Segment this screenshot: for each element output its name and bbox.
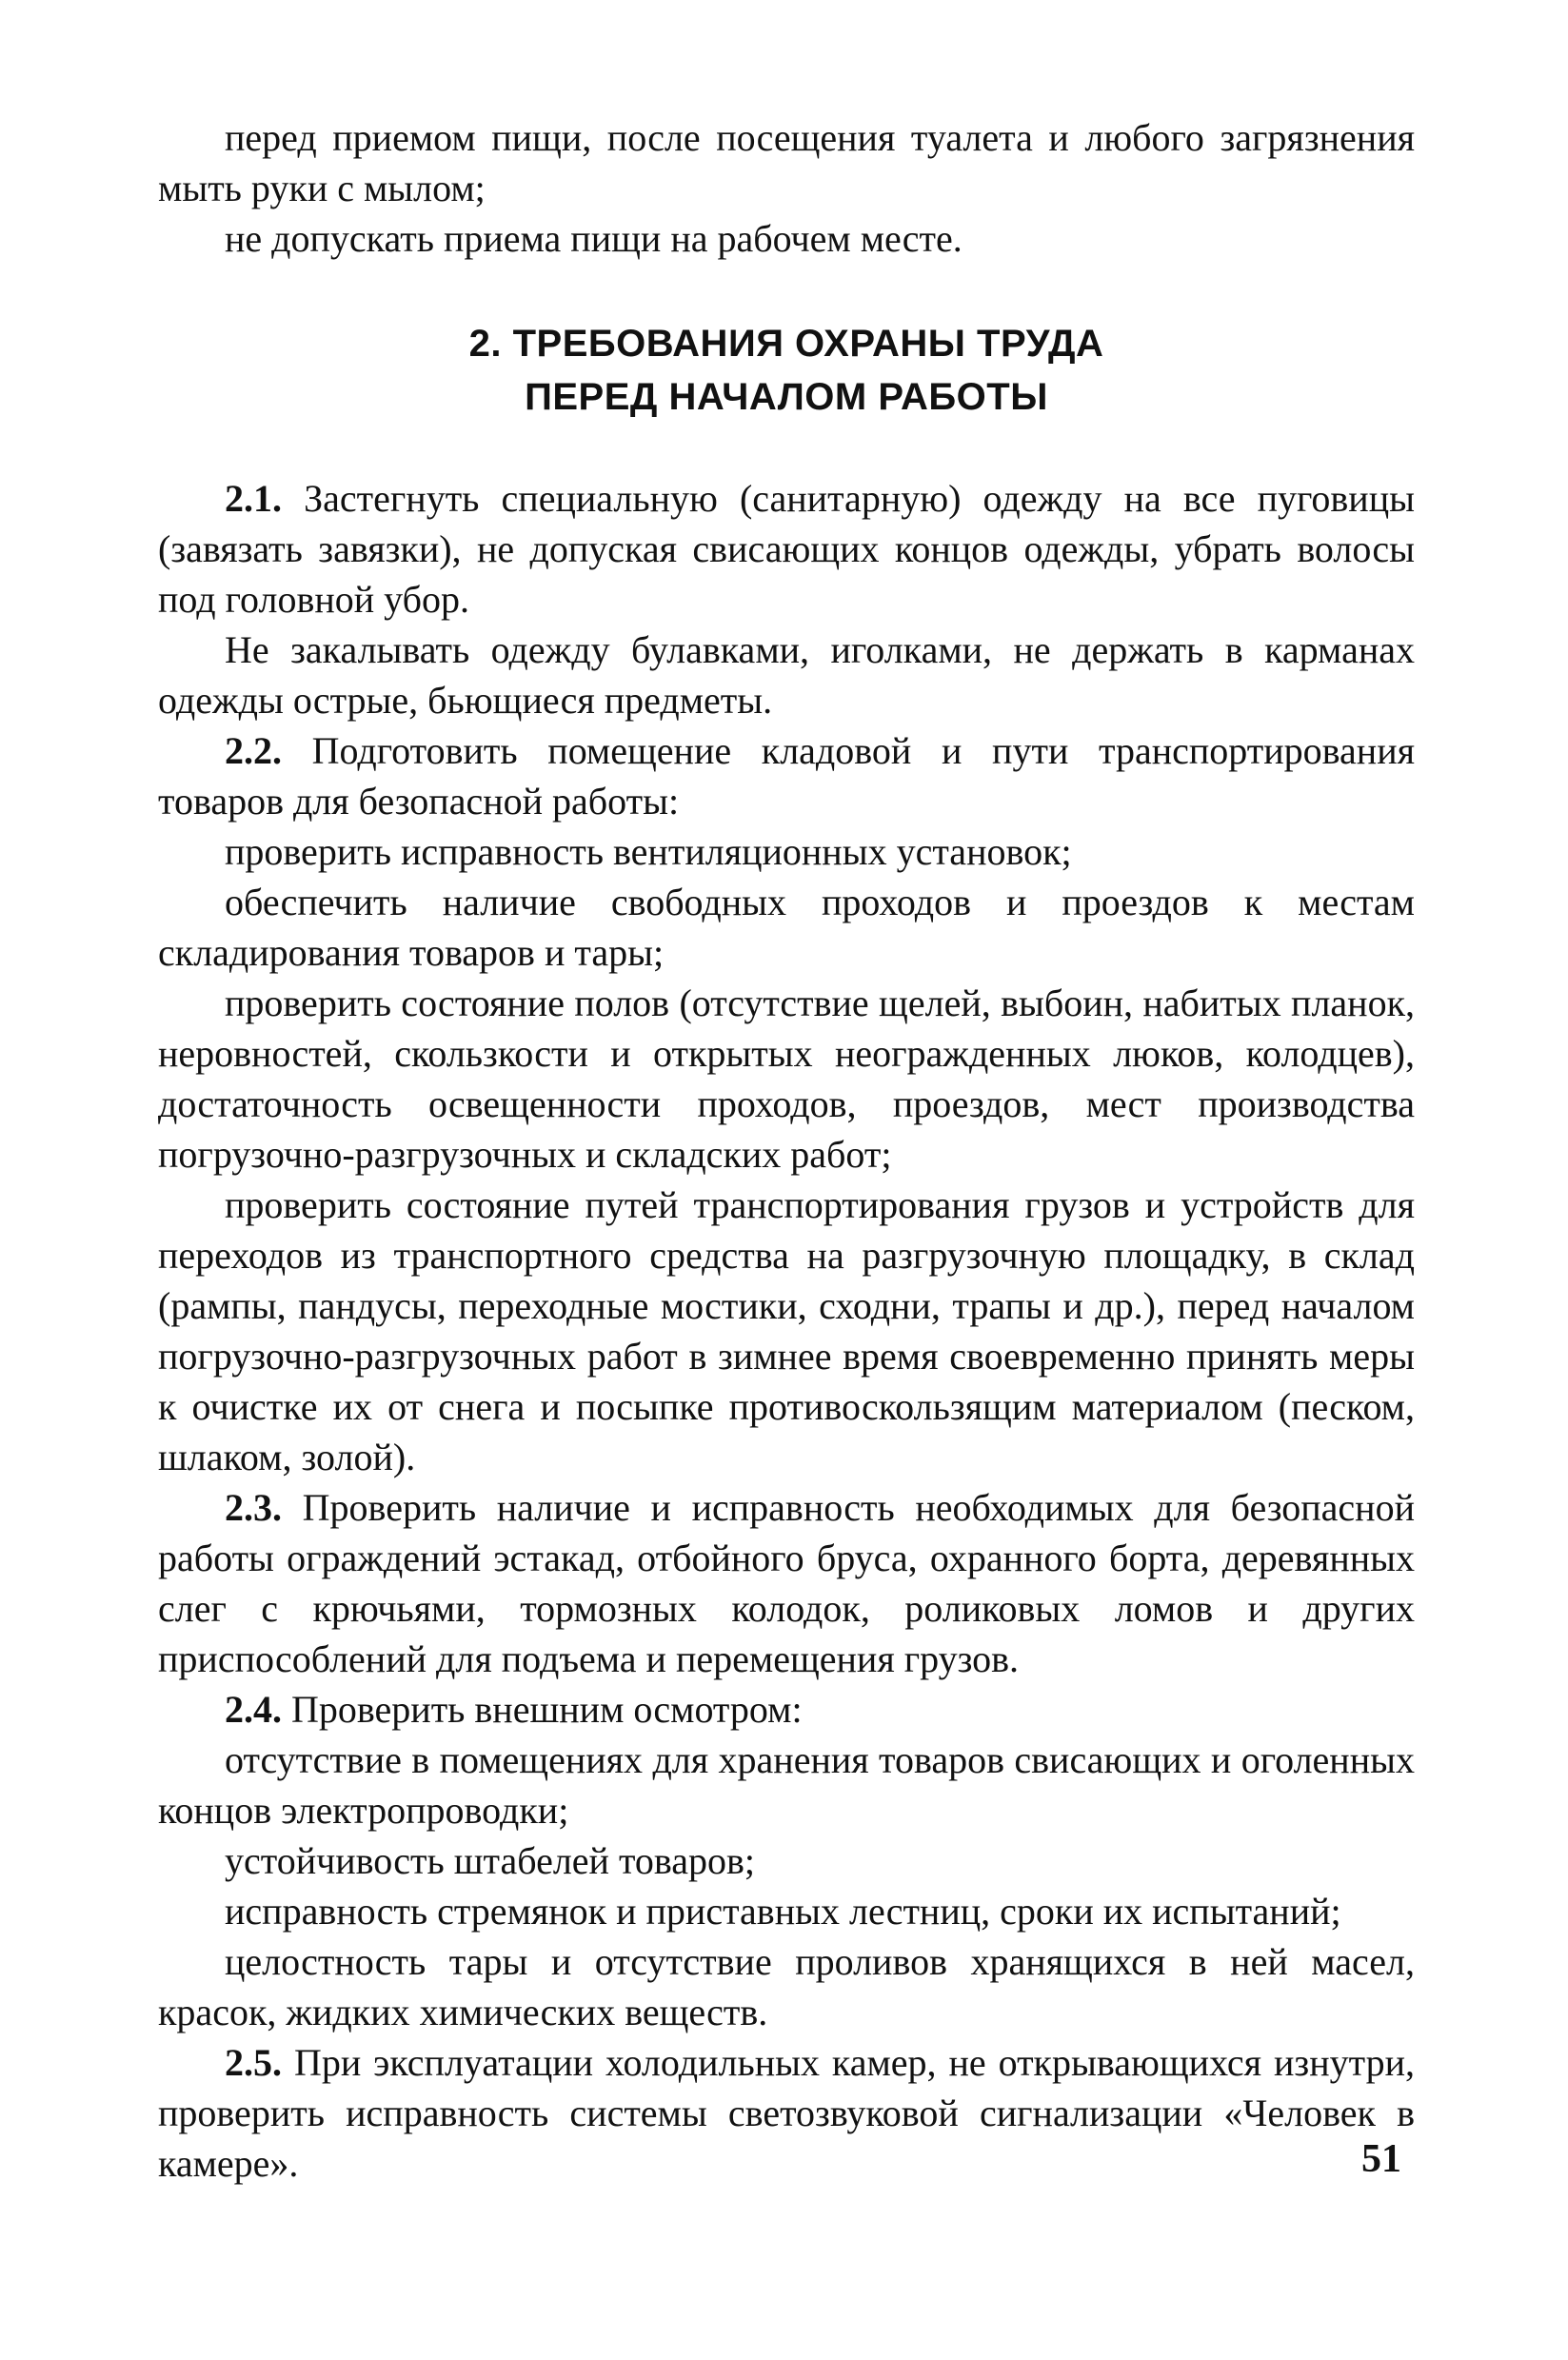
section-heading-line-2: ПЕРЕД НАЧАЛОМ РАБОТЫ [525, 376, 1048, 418]
clause-text: При эксплуатации холодильных камер, не открывающихся изнутри, проверить исправность системы светозвуковой сигнализации «Человек в камере». [158, 2041, 1415, 2185]
clause-number: 2.3. [225, 1486, 282, 1529]
clause-text: Подготовить помещение кладовой и пути транспортирования товаров для безопасной работы: [158, 729, 1415, 823]
section-heading [158, 317, 1415, 424]
section-heading-line-1: 2. ТРЕБОВАНИЯ ОХРАНЫ ТРУДА [468, 323, 1104, 365]
clause-text: Проверить наличие и исправность необходимых для безопасной работы ограждений эстакад, отбойного бруса, охранного борта, деревянных слег с крючьями, тормозных колодок, роликовых ломов и других приспособлений для подъема и перемещения грузов. [158, 1486, 1415, 1680]
clause-2-4-item-1: отсутствие в помещениях для хранения товаров свисающих и оголенных концов электропроводки; [158, 1738, 1415, 1832]
clause-2-2 [158, 725, 1415, 826]
clause-2-3 [158, 1482, 1415, 1684]
clause-number: 2.4. [225, 1688, 282, 1731]
clause-number: 2.5. [225, 2041, 282, 2084]
clause-2-5 [158, 2037, 1415, 2189]
intro-paragraph-1: перед приемом пищи, после посещения туалета и любого загрязнения мыть руки с мылом; [158, 116, 1415, 209]
clause-2-2-item-1: проверить исправность вентиляционных установок; [225, 830, 1072, 873]
intro-paragraph-2: не допускать приема пищи на рабочем месте. [225, 217, 963, 260]
clause-number: 2.2. [225, 729, 282, 772]
page-number: 51 [1361, 2137, 1401, 2181]
page-body [158, 112, 1415, 2189]
clause-2-4-item-3: исправность стремянок и приставных лестниц, сроки их испытаний; [225, 1890, 1341, 1933]
clause-2-4-item-2: устойчивость штабелей товаров; [225, 1839, 756, 1882]
clause-text: Застегнуть специальную (санитарную) одежду на все пуговицы (завязать завязки), не допуская свисающих концов одежды, убрать волосы под головной убор. [158, 477, 1415, 621]
clause-text: Проверить внешним осмотром: [282, 1688, 803, 1731]
clause-2-1-extra: Не закалывать одежду булавками, иголками, не держать в карманах одежды острые, бьющиеся предметы. [158, 628, 1415, 722]
clause-2-1 [158, 473, 1415, 625]
clause-2-2-item-3: проверить состояние полов (отсутствие щелей, выбоин, набитых планок, неровностей, скользкости и открытых неогражденных люков, колодцев), достаточность освещенности проходов, проездов, мест производства погрузочно-разгрузочных и складских работ; [158, 982, 1415, 1176]
clause-2-4-item-4: целостность тары и отсутствие проливов хранящихся в ней масел, красок, жидких химических веществ. [158, 1940, 1415, 2033]
clause-number: 2.1. [225, 477, 282, 520]
clause-2-2-item-2: обеспечить наличие свободных проходов и проездов к местам складирования товаров и тары; [158, 881, 1415, 974]
clause-2-4 [158, 1684, 1415, 1735]
clause-2-2-item-4: проверить состояние путей транспортирования грузов и устройств для переходов из транспортного средства на разгрузочную площадку, в склад (рампы, пандусы, переходные мостики, сходни, трапы и др.), перед началом погрузочно-разгрузочных работ в зимнее время своевременно принять меры к очистке их от снега и посыпке противоскользящим материалом (песком, шлаком, золой). [158, 1183, 1415, 1478]
